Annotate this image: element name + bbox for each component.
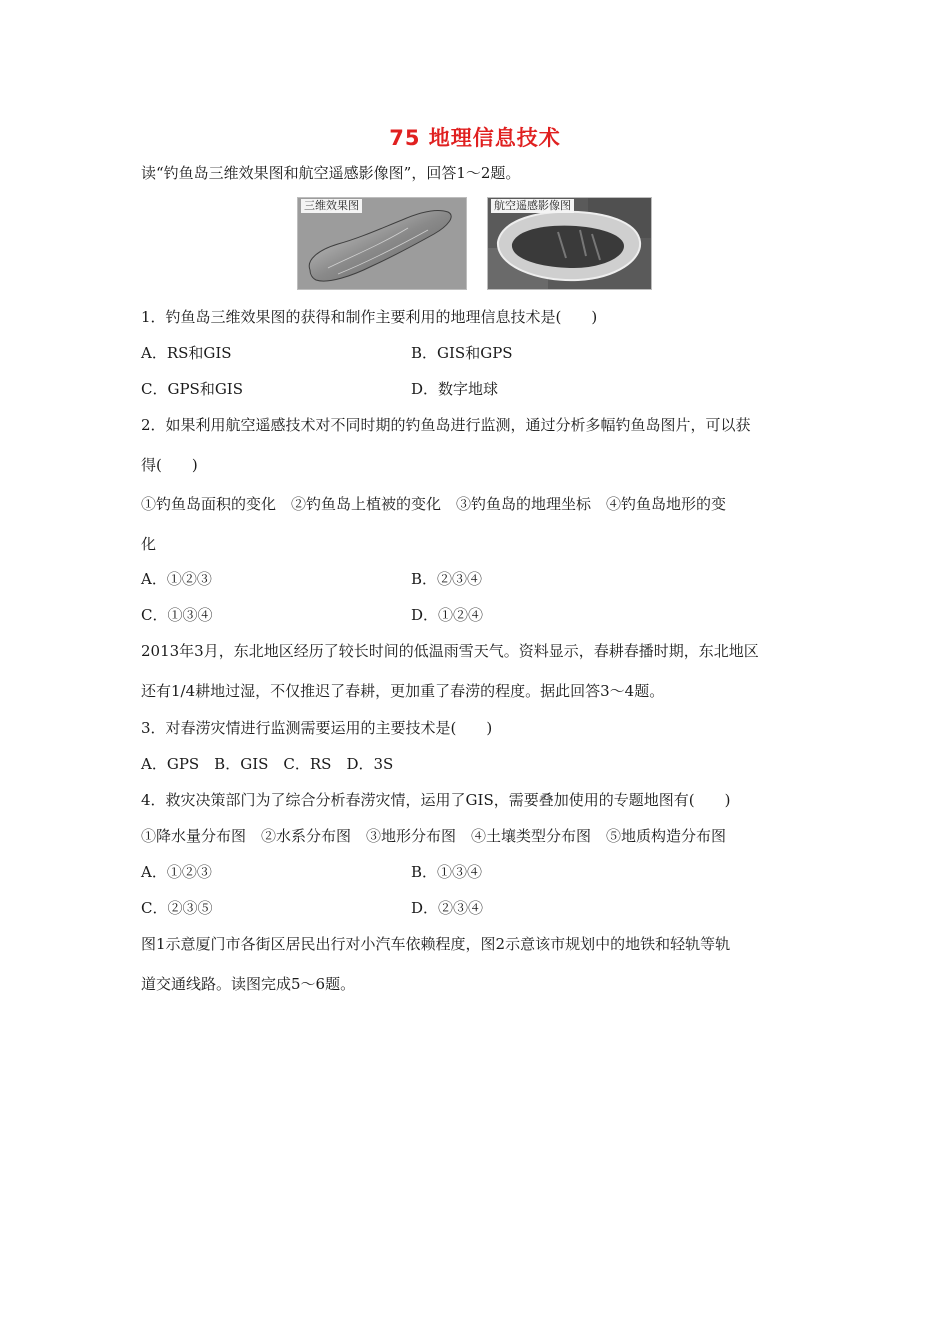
- intro-text-1: 读“钓鱼岛三维效果图和航空遥感影像图”，回答1～2题。: [141, 164, 521, 182]
- q1-option-a[interactable]: A．RS和GIS: [141, 344, 232, 362]
- intro-text-2-line-1: 2013年3月，东北地区经历了较长时间的低温雨雪天气。资料显示，春耕春播时期，东北地区: [141, 642, 759, 660]
- question-2-stem-line-1: 2．如果利用航空遥感技术对不同时期的钓鱼岛进行监测，通过分析多幅钓鱼岛图片，可以获: [141, 416, 751, 434]
- q3-options[interactable]: A．GPS B．GIS C．RS D．3S: [141, 755, 394, 773]
- q2-option-b[interactable]: B．②③④: [411, 570, 483, 588]
- question-4-items: ①降水量分布图 ②水系分布图 ③地形分布图 ④土壤类型分布图 ⑤地质构造分布图: [141, 827, 727, 845]
- q2-option-c[interactable]: C．①③④: [141, 606, 213, 624]
- q4-option-d[interactable]: D．②③④: [411, 899, 484, 917]
- figure-label-aerial: 航空遥感影像图: [491, 199, 574, 213]
- q4-option-c[interactable]: C．②③⑤: [141, 899, 213, 917]
- question-2-items-line-2: 化: [141, 535, 157, 553]
- question-3-stem: 3．对春涝灾情进行监测需要运用的主要技术是( ): [141, 719, 493, 737]
- figure-label-3d: 三维效果图: [301, 199, 362, 213]
- q2-option-a[interactable]: A．①②③: [141, 570, 212, 588]
- island-3d-image: [297, 197, 467, 290]
- intro-text-3-line-1: 图1示意厦门市各街区居民出行对小汽车依赖程度，图2示意该市规划中的地铁和轻轨等轨: [141, 935, 731, 953]
- question-2-stem-line-2: 得( ): [141, 456, 198, 474]
- q1-option-d[interactable]: D．数字地球: [411, 380, 499, 398]
- intro-text-3-line-2: 道交通线路。读图完成5～6题。: [141, 975, 356, 993]
- q1-option-b[interactable]: B．GIS和GPS: [411, 344, 513, 362]
- island-aerial-image: [487, 197, 652, 290]
- page-title: 75 地理信息技术: [389, 126, 561, 150]
- question-2-items-line-1: ①钓鱼岛面积的变化 ②钓鱼岛上植被的变化 ③钓鱼岛的地理坐标 ④钓鱼岛地形的变: [141, 495, 727, 513]
- q1-option-c[interactable]: C．GPS和GIS: [141, 380, 244, 398]
- question-1-stem: 1．钓鱼岛三维效果图的获得和制作主要利用的地理信息技术是( ): [141, 308, 598, 326]
- q2-option-d[interactable]: D．①②④: [411, 606, 484, 624]
- intro-text-2-line-2: 还有1/4耕地过湿，不仅推迟了春耕，更加重了春涝的程度。据此回答3～4题。: [141, 682, 665, 700]
- q4-option-b[interactable]: B．①③④: [411, 863, 483, 881]
- q4-option-a[interactable]: A．①②③: [141, 863, 212, 881]
- question-4-stem: 4．救灾决策部门为了综合分析春涝灾情，运用了GIS，需要叠加使用的专题地图有( ): [141, 791, 731, 809]
